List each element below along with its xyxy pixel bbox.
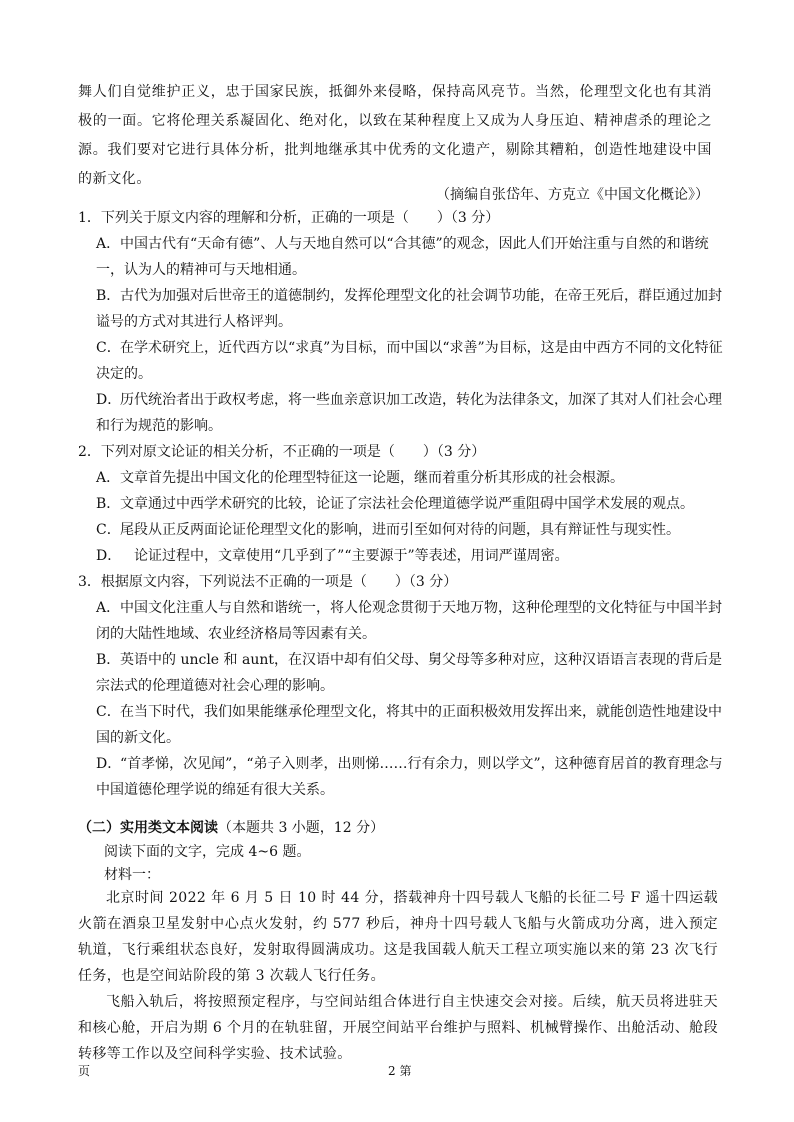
option-label: B． xyxy=(96,652,121,668)
source-citation: （摘编自张岱年、方克立《中国文化概论》） xyxy=(436,187,709,203)
option-label: D． xyxy=(96,756,122,772)
option-label: B． xyxy=(96,288,121,304)
question-2-option-c xyxy=(96,517,724,543)
option-text: 英语中的 uncle 和 aunt，在汉语中却有伯父母、舅父母等多种对应，这种汉语语言表现的背后是宗法式的伦理道德对社会心理的影响。 xyxy=(96,652,722,694)
question-2-option-a xyxy=(96,465,724,491)
question-2-stem: 2．下列对原文论证的相关分析，不正确的一项是（ ）（3 分） xyxy=(78,444,486,460)
footer-page-suffix: 页 xyxy=(78,1064,91,1078)
footer-page-number: 2 第 xyxy=(388,1064,412,1078)
option-label: C． xyxy=(96,340,121,356)
material-1-label: 材料一： xyxy=(104,867,160,883)
option-text: 文章首先提出中国文化的伦理型特征这一论题，继而着重分析其形成的社会根源。 xyxy=(120,470,624,486)
option-label: D． xyxy=(96,392,122,408)
option-label: A． xyxy=(96,600,121,616)
question-3-stem: 3．根据原文内容，下列说法不正确的一项是（ ）（3 分） xyxy=(78,574,458,590)
option-text: 中国古代有“天命有德”、人与天地自然可以“合其德”的观念，因此人们开始注重与自然的和谐统一，认为人的精神可与天地相通。 xyxy=(96,236,709,278)
section-2-note: （本题共 3 小题，12 分） xyxy=(218,820,385,836)
question-3-option-a xyxy=(96,595,724,647)
option-text: 论证过程中，文章使用“几乎到了”“主要源于”等表述，用词严谨周密。 xyxy=(120,548,569,564)
question-1-stem: 1．下列关于原文内容的理解和分析，正确的一项是（ ）（3 分） xyxy=(78,210,500,226)
option-text: 在学术研究上，近代西方以“求真”为目标，而中国以“求善”为目标，这是由中西方不同的文化特征决定的。 xyxy=(96,340,723,382)
option-text: 在当下时代，我们如果能继承伦理型文化，将其中的正面积极效用发挥出来，就能创造性地建设中国的新文化。 xyxy=(96,704,722,746)
section-2-instruction: 阅读下面的文字，完成 4~6 题。 xyxy=(104,844,311,860)
material-paragraph-1: 北京时间 2022 年 6 月 5 日 10 时 44 分，搭载神舟十四号载人飞船的长征二号 F 遥十四运载火箭在酒泉卫星发射中心点火发射，约 577 秒后，神舟十四号载人飞船与火箭成功分离，进入预定轨道，飞行乘组状态良好，发射取得圆满成功。这是我国载人航天工程立项实施以来的第 23 次飞行任务，也是空间站阶段的第 3 次载人飞行任务。 xyxy=(78,890,718,984)
option-label: C． xyxy=(96,704,121,720)
option-label: A． xyxy=(96,470,121,486)
section-2-heading: （二）实用类文本阅读 xyxy=(78,820,218,836)
option-label: D． xyxy=(96,548,122,564)
option-text: 文章通过中西学术研究的比较，论证了宗法社会伦理道德学说严重阻碍中国学术发展的观点。 xyxy=(120,496,694,512)
question-2-option-d xyxy=(96,543,724,569)
intro-paragraph: 舞人们自觉维护正义，忠于国家民族，抵御外来侵略，保持高风亮节。当然，伦理型文化也有其消极的一面。它将伦理关系凝固化、绝对化，以致在某种程度上又成为人身压迫、精神虐杀的理论之源。我们要对它进行具体分析，批判地继承其中优秀的文化遗产，剔除其糟粕，创造性地建设中国的新文化。 xyxy=(78,84,712,187)
option-label: A． xyxy=(96,236,121,252)
option-label: C． xyxy=(96,522,121,538)
option-text: 历代统治者出于政权考虑，将一些血亲意识加工改造，转化为法律条文，加深了其对人们社会心理和行为规范的影响。 xyxy=(96,392,722,434)
question-3-option-c xyxy=(96,699,724,751)
option-text: 中国文化注重人与自然和谐统一，将人伦观念贯彻于天地万物，这种伦理型的文化特征与中国半封闭的大陆性地域、农业经济格局等因素有关。 xyxy=(96,600,722,642)
question-3-option-b xyxy=(96,647,724,699)
option-text: 尾段从正反两面论证伦理型文化的影响，进而引至如何对待的问题，具有辩证性与现实性。 xyxy=(120,522,680,538)
option-text: 古代为加强对后世帝王的道德制约，发挥伦理型文化的社会调节功能，在帝王死后，群臣通过加封谥号的方式对其进行人格评判。 xyxy=(96,288,722,330)
question-2-option-b xyxy=(96,491,724,517)
option-text: “首孝悌，次见闻”，“弟子入则孝，出则悌……行有余力，则以学文”，这种德育居首的教育理念与中国道德伦理学说的绵延有很大关系。 xyxy=(96,756,723,798)
material-paragraph-2: 飞船入轨后，将按照预定程序，与空间站组合体进行自主快速交会对接。后续，航天员将进驻天和核心舱，开启为期 6 个月的在轨驻留，开展空间站平台维护与照料、机械臂操作、出舱活动、舱段转移等工作以及空间科学实验、技术试验。 xyxy=(78,994,718,1062)
section-2-title xyxy=(78,815,384,841)
option-label: B． xyxy=(96,496,121,512)
question-1-option-c xyxy=(96,335,724,387)
question-1-option-d xyxy=(96,387,724,439)
question-3-option-d xyxy=(96,751,724,803)
question-1-option-b xyxy=(96,283,724,335)
question-1-option-a xyxy=(96,231,724,283)
